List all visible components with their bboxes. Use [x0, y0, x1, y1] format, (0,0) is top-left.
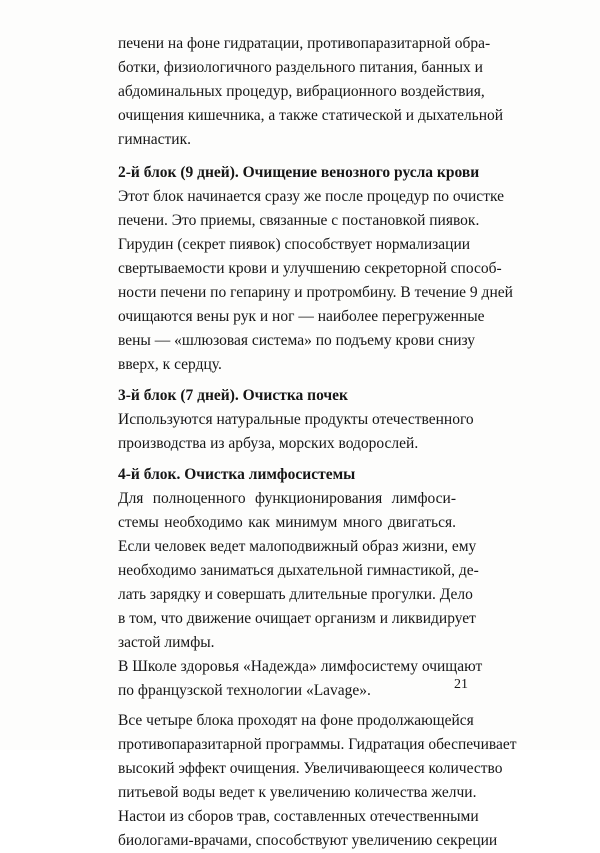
- text-line: вверх, к сердцу.: [118, 356, 222, 373]
- text-line: стемы необходимо как минимум много двигаться.: [118, 514, 456, 531]
- text-line: свертываемости крови и улучшению секреторной способ-: [118, 260, 502, 277]
- text-line: лать зарядку и совершать длительные прогулки. Дело: [118, 586, 473, 603]
- paragraph-summary: [118, 709, 517, 853]
- text-line: печени. Это приемы, связанные с постановкой пиявок.: [118, 212, 480, 229]
- text-line: по французской технологии «Lavage».: [118, 682, 371, 699]
- text-line: биологами-врачами, способствуют увеличению секреции: [118, 832, 498, 849]
- text-line: Этот блок начинается сразу же после процедур по очистке: [118, 188, 504, 205]
- text-line: гимнастик.: [118, 131, 191, 148]
- text-line: абдоминальных процедур, вибрационного воздействия,: [118, 83, 485, 100]
- paragraph-block-3: [118, 408, 474, 456]
- paragraph-liver-cleansing-end: [118, 32, 504, 152]
- text-line: питьевой воды ведет к увеличению количества желчи.: [118, 784, 477, 801]
- text-line: Гирудин (секрет пиявок) способствует нормализации: [118, 236, 471, 253]
- text-line: застой лимфы.: [118, 634, 215, 651]
- text-line: ности печени по гепарину и протромбину. В течение 9 дней: [118, 284, 513, 301]
- text-line: вены — «шлюзовая система» по подъему крови снизу: [118, 332, 476, 349]
- page-number: 21: [454, 677, 468, 692]
- text-line: производства из арбуза, морских водорослей.: [118, 435, 419, 452]
- text-line: Используются натуральные продукты отечественного: [118, 411, 474, 428]
- text-line: В Школе здоровья «Надежда» лимфосистему очищают: [118, 658, 483, 675]
- paragraph-block-4: [118, 487, 479, 655]
- text-line: ботки, физиологичного раздельного питания, банных и: [118, 59, 483, 76]
- text-line: противопаразитарной программы. Гидратация обеспечивает: [118, 736, 517, 753]
- text-line: Настои из сборов трав, составленных отечественными: [118, 808, 479, 825]
- text-line: высокий эффект очищения. Увеличивающееся количество: [118, 760, 503, 777]
- text-line: печени на фоне гидратации, противопаразитарной обра-: [118, 35, 491, 52]
- text-line: Если человек ведет малоподвижный образ жизни, ему: [118, 538, 477, 555]
- paragraph-block-2: [118, 185, 513, 377]
- heading-block-4: 4-й блок. Очистка лимфосистемы: [118, 466, 356, 483]
- text-line: Для полноценного функционирования лимфоси-: [118, 490, 456, 507]
- text-line: в том, что движение очищает организм и ликвидирует: [118, 610, 476, 627]
- heading-block-2: 2-й блок (9 дней). Очищение венозного русла крови: [118, 164, 480, 181]
- text-line: очищения кишечника, а также статической и дыхательной: [118, 107, 504, 124]
- text-line: необходимо заниматься дыхательной гимнастикой, де-: [118, 562, 479, 579]
- text-line: Все четыре блока проходят на фоне продолжающейся: [118, 712, 474, 729]
- heading-block-3: 3-й блок (7 дней). Очистка почек: [118, 387, 348, 404]
- text-line: очищаются вены рук и ног — наиболее перегруженные: [118, 308, 485, 325]
